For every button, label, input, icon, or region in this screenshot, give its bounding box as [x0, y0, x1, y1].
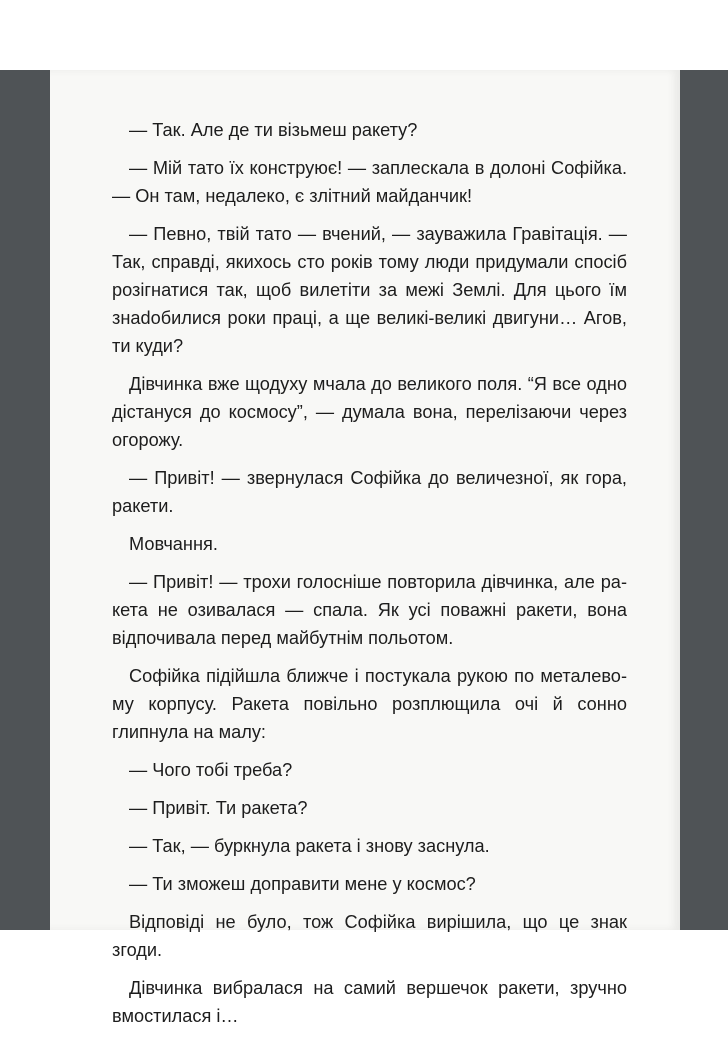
- paragraph: — Мій тато їх конструює! — заплескала в долоні Софійка. — Он там, недалеко, є злітний майданчик!: [112, 158, 627, 206]
- paragraph: — Привіт! — трохи голосніше повторила дівчинка, але ракета не озивалася — спала. Як усі поважні ракети, вона відпочивала перед майбутнім польотом.: [112, 572, 627, 648]
- page-text: [112, 116, 627, 1040]
- paragraph: Відповіді не було, тож Софійка вирішила, що це знак згоди.: [112, 912, 627, 960]
- paragraph: Дівчинка вже щодуху мчала до великого поля. “Я все одно дістануся до космосу”, — думала вона, перелізаючи через огорожу.: [112, 374, 627, 450]
- paragraph: — Певно, твій тато — вчений, — зауважила Гравітація. — Так, справді, якихось сто років тому люди придумали спосіб розігнатися так, щоб вилетіти за межі Землі. Для цього їм знаdобилися роки праці, а ще великі-великі двигуни… Агов, ти куди?: [112, 224, 627, 356]
- paragraph: — Привіт. Ти ракета?: [129, 798, 308, 818]
- paragraph: — Ти зможеш доправити мене у космос?: [129, 874, 476, 894]
- paragraph: — Так. Але де ти візьмеш ракету?: [129, 120, 418, 140]
- paragraph: Дівчинка вибралася на самий вершечок ракети, зручно вмостилася і…: [112, 978, 627, 1026]
- paragraph: — Чого тобі треба?: [129, 760, 293, 780]
- paragraph: Мовчання.: [129, 534, 218, 554]
- book-page: [50, 70, 680, 1026]
- paragraph: — Привіт! — звернулася Софійка до величезної, як гора, ракети.: [112, 468, 627, 516]
- paragraph: — Так, — буркнула ракета і знову заснула.: [129, 836, 490, 856]
- paragraph: Софійка підійшла ближче і постукала рукою по металевому корпусу. Ракета повільно розплющила очі й сонно глипнула на малу:: [112, 666, 627, 742]
